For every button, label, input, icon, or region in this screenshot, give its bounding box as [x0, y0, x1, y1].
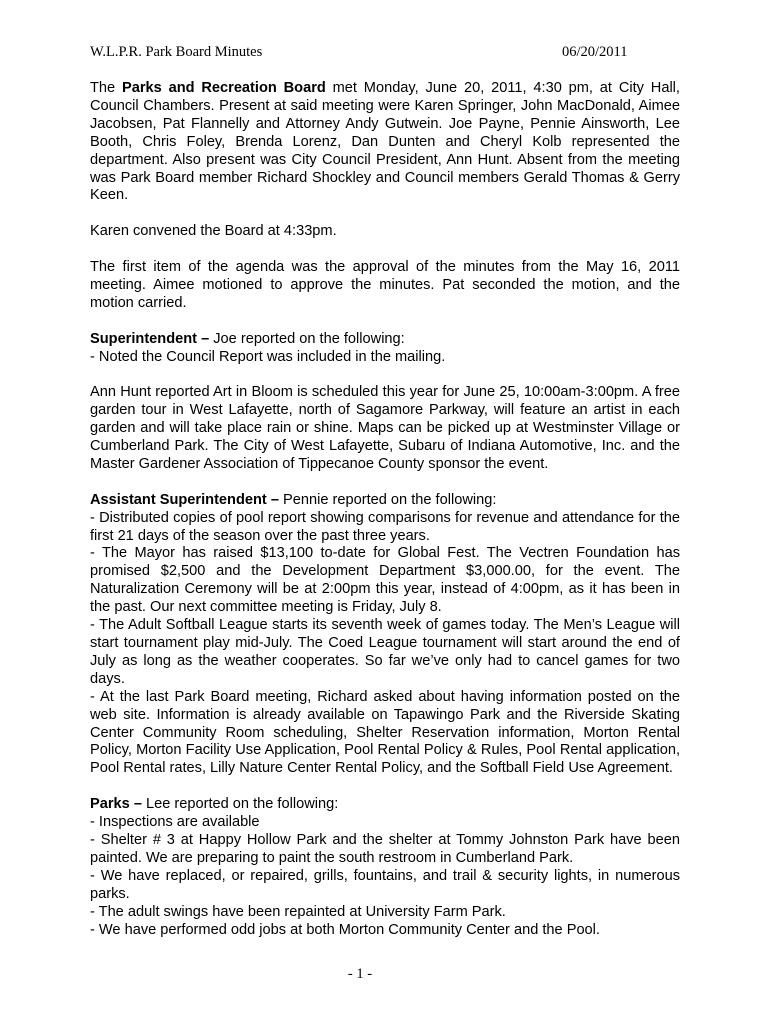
page-header: [90, 44, 680, 64]
parks-item: - Inspections are available: [90, 814, 260, 831]
parks-item: - Shelter # 3 at Happy Hollow Park and the shelter at Tommy Johnston Park have been painted. We are preparing to paint the south restroom in Cumberland Park.: [90, 831, 680, 866]
approval-paragraph: The first item of the agenda was the approval of the minutes from the May 16, 2011 meeting. Aimee motioned to approve the minutes. Pat seconded the motion, and the motion carried.: [90, 259, 680, 311]
superintendent-item: - Noted the Council Report was included in the mailing.: [90, 348, 446, 365]
assistant-item: - The Adult Softball League starts its seventh week of games today. The Men’s League will start tournament play mid-July. The Coed League tournament will start around the end of July as long as the weather cooperates. So far we’ve only had to cancel games for two days.: [90, 617, 680, 687]
parks-heading-line: [90, 796, 680, 814]
intro-paragraph: [90, 80, 680, 205]
assistant-heading: Assistant Superintendent –: [90, 491, 279, 508]
assistant-item: - The Mayor has raised $13,100 to-date for Global Fest. The Vectren Foundation has promised $2,500 and the Development Department $3,000.00, for the event. The Naturalization Ceremony will be at 2:00pm this year, instead of 4:00pm, as it has been in the past. Our next committee meeting is Friday, July 8.: [90, 545, 680, 616]
parks-heading: Parks –: [90, 796, 142, 813]
superintendent-intro: Joe reported on the following:: [209, 330, 405, 347]
page-number: - 1 -: [347, 966, 373, 982]
document-body: [90, 80, 680, 939]
assistant-intro: Pennie reported on the following:: [278, 491, 497, 508]
superintendent-heading: Superintendent –: [90, 330, 210, 347]
parks-item: - We have replaced, or repaired, grills, fountains, and trail & security lights, in numerous parks.: [90, 867, 680, 902]
art-in-bloom-paragraph: Ann Hunt reported Art in Bloom is scheduled this year for June 25, 10:00am-3:00pm. A free garden tour in West Lafayette, north of Sagamore Parkway, will feature an artist in each garden and will take place rain or shine. Maps can be picked up at Westminster Village or Cumberland Park. The City of West Lafayette, Subaru of Indiana Automotive, Inc. and the Master Gardener Association of Tippecanoe County sponsor the event.: [90, 384, 680, 472]
header-date: 06/20/2011: [562, 44, 628, 60]
convened-paragraph: Karen convened the Board at 4:33pm.: [90, 223, 337, 240]
parks-item: - We have performed odd jobs at both Morton Community Center and the Pool.: [90, 921, 600, 938]
assistant-item: - At the last Park Board meeting, Richard asked about having information posted on the web site. Information is already available on Tapawingo Park and the Riverside Skating Center Community Room scheduling, Shelter Reservation information, Morton Rental Policy, Morton Facility Use Application, Pool Rental Policy & Rules, Pool Rental application, Pool Rental rates, Lilly Nature Center Rental Policy, and the Softball Field Use Agreement.: [90, 688, 680, 777]
assistant-heading-line: [90, 492, 680, 510]
parks-intro: Lee reported on the following:: [141, 796, 339, 813]
board-name: Parks and Recreation Board: [121, 80, 326, 96]
superintendent-heading-line: [90, 331, 680, 349]
intro-lead: The: [90, 80, 122, 96]
header-title: W.L.P.R. Park Board Minutes: [90, 44, 263, 60]
intro-text: met Monday, June 20, 2011, 4:30 pm, at City Hall, Council Chambers. Present at said meeting were Karen Springer, John MacDonald, Aimee Jacobsen, Pat Flannelly and Attorney Andy Gutwein. Joe Payne, Pennie Ainsworth, Lee Booth, Chris Foley, Brenda Lorenz, Dan Dunten and Cheryl Kolb represented the department. Also present was City Council President, Ann Hunt. Absent from the meeting was Park Board member Richard Shockley and Council members Gerald Thomas & Gerry Keen.: [90, 80, 680, 204]
assistant-item: - Distributed copies of pool report showing comparisons for revenue and attendance for the first 21 days of the season over the past three years.: [90, 509, 680, 544]
parks-item: - The adult swings have been repainted at University Farm Park.: [90, 903, 506, 920]
